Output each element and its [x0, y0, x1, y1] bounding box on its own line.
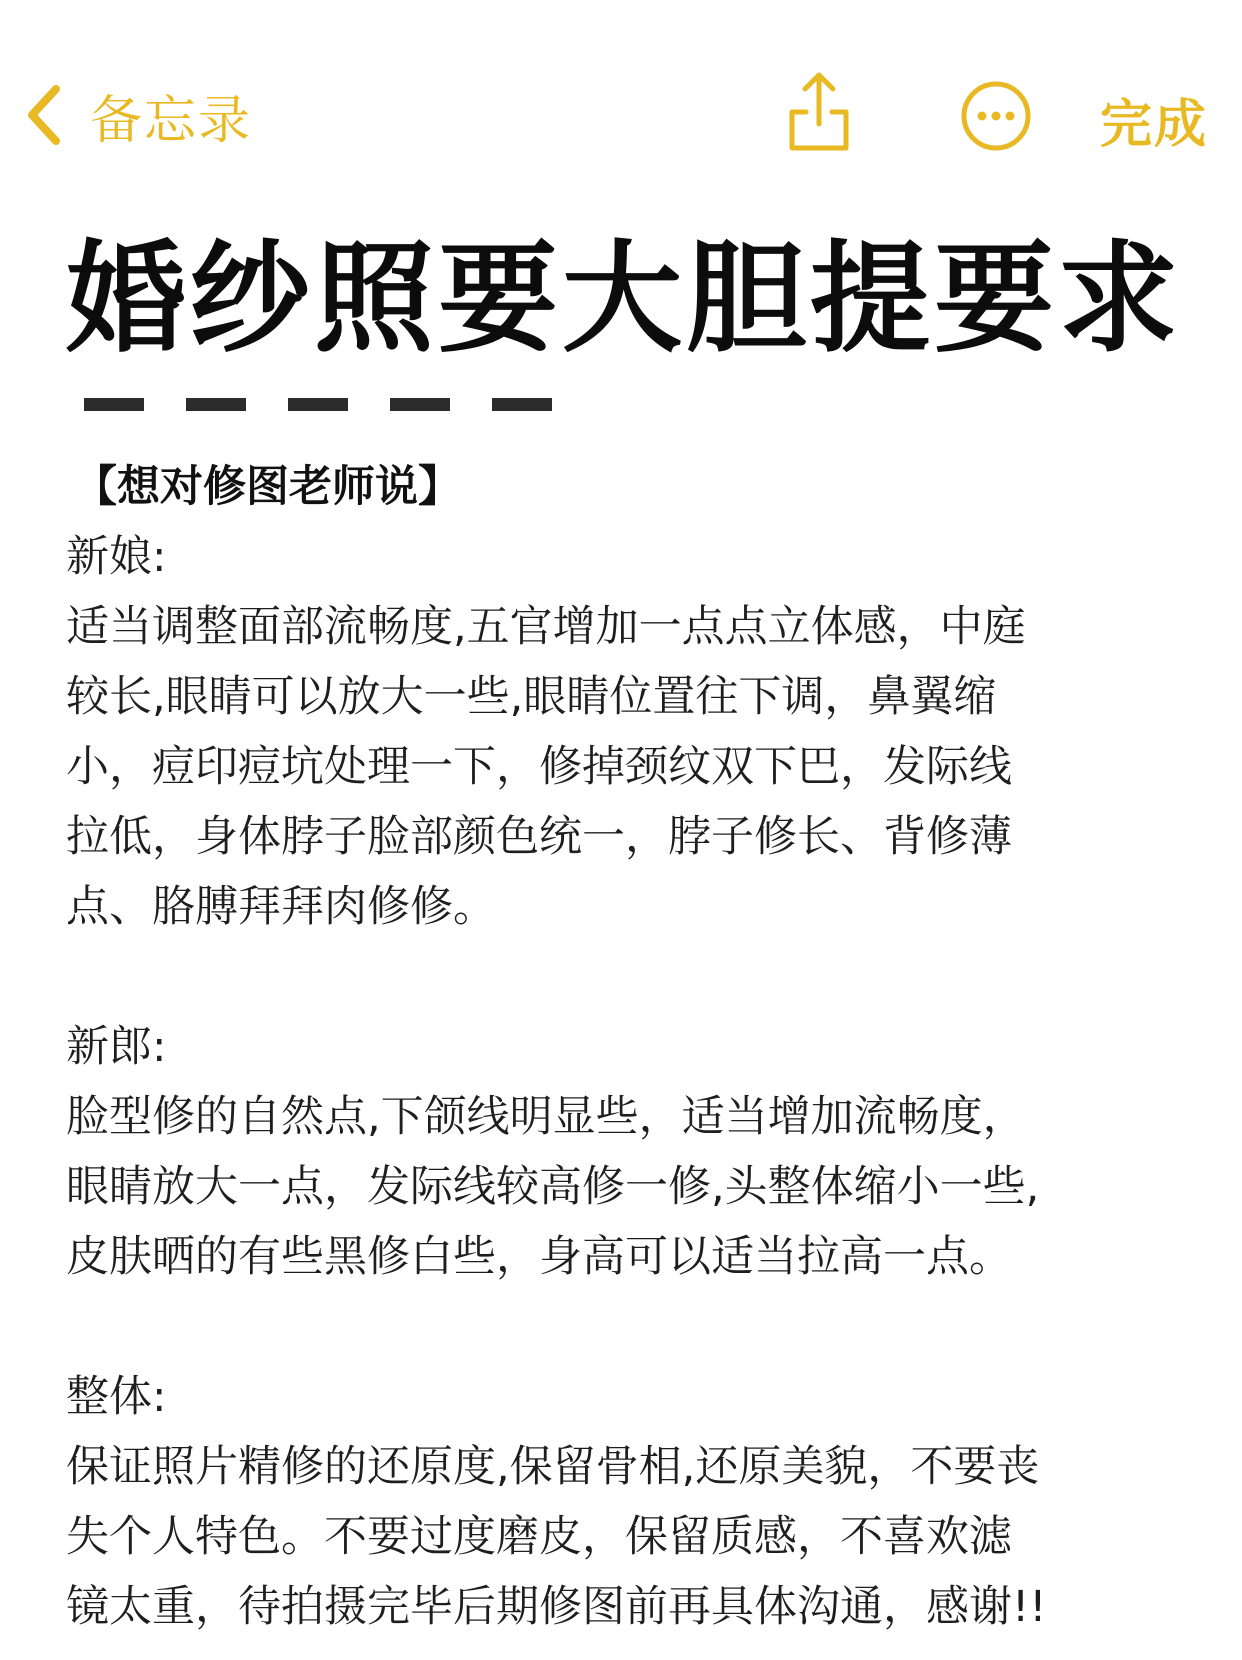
chevron-left-icon — [26, 85, 62, 145]
note-title: 婚纱照要大胆提要求 — [66, 230, 1182, 369]
more-button[interactable] — [960, 80, 1032, 152]
dash-divider — [84, 398, 552, 411]
divider-dash — [492, 398, 552, 411]
bride-line: 拉低，身体脖子脸部颜色统一，脖子修长、背修薄 — [66, 812, 1012, 862]
more-icon — [960, 137, 1032, 156]
bride-line: 小，痘印痘坑处理一下，修掉颈纹双下巴，发际线 — [66, 742, 1012, 792]
groom-label: 新郎: — [66, 1022, 167, 1072]
divider-dash — [84, 398, 144, 411]
overall-line: 失个人特色。不要过度磨皮，保留质感，不喜欢滤 — [66, 1512, 1012, 1562]
paragraph-gap — [66, 1292, 1186, 1362]
back-label: 备忘录 — [90, 90, 253, 151]
bride-label: 新娘: — [66, 532, 167, 582]
done-button[interactable]: 完成 — [1100, 95, 1209, 155]
section-heading: 【想对修图老师说】 — [74, 462, 461, 512]
back-button[interactable] — [26, 80, 252, 150]
divider-dash — [186, 398, 246, 411]
divider-dash — [390, 398, 450, 411]
bride-block — [66, 522, 1186, 942]
bride-line: 较长,眼睛可以放大一些,眼睛位置往下调，鼻翼缩 — [66, 672, 997, 722]
overall-line: 保证照片精修的还原度,保留骨相,还原美貌，不要丧 — [66, 1442, 1040, 1492]
bride-line: 适当调整面部流畅度,五官增加一点点立体感，中庭 — [66, 602, 1026, 652]
share-icon — [786, 137, 852, 156]
groom-line: 眼睛放大一点，发际线较高修一修,头整体缩小一些, — [66, 1162, 1040, 1212]
overall-line: 镜太重，待拍摄完毕后期修图前再具体沟通，感谢!! — [66, 1582, 1047, 1632]
overall-label: 整体: — [66, 1372, 167, 1422]
paragraph-gap — [66, 942, 1186, 1012]
overall-block — [66, 1362, 1186, 1642]
groom-line: 皮肤晒的有些黑修白些，身高可以适当拉高一点。 — [66, 1232, 1012, 1282]
groom-line: 脸型修的自然点,下颌线明显些，适当增加流畅度， — [66, 1092, 1026, 1142]
navigation-bar — [0, 0, 1242, 200]
note-body[interactable] — [66, 452, 1186, 1642]
groom-block — [66, 1012, 1186, 1292]
divider-dash — [288, 398, 348, 411]
share-button[interactable] — [786, 70, 852, 152]
bride-line: 点、胳膊拜拜肉修修。 — [66, 882, 496, 932]
